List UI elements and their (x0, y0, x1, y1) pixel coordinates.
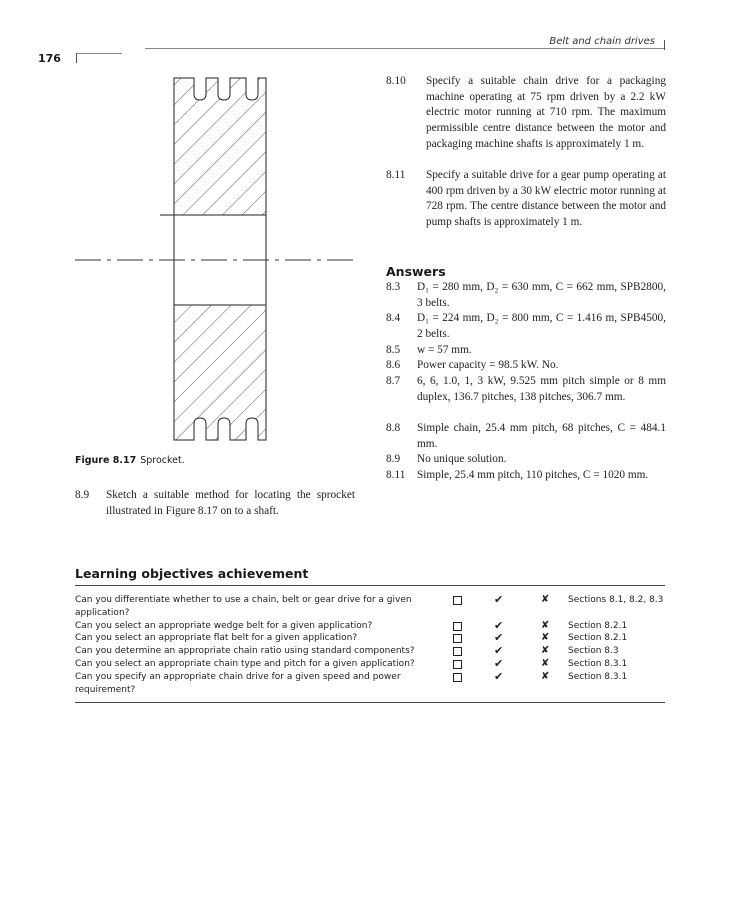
answer-number: 8.11 (386, 469, 406, 481)
answer-text: D₁ = 280 mm, D₂ = 630 mm, C = 662 mm, SPB2800, 3 belts. (417, 281, 666, 309)
header-rule (145, 48, 665, 49)
objective-section: Section 8.2.1 (568, 621, 628, 631)
answer-text: Simple, 25.4 mm pitch, 110 pitches, C = 1020 mm. (417, 469, 649, 481)
check-icon: ✔ (494, 593, 504, 606)
objective-section: Section 8.3 (568, 646, 619, 656)
page-number-rule-tick (76, 53, 77, 63)
sprocket-lower-section (174, 305, 266, 440)
cross-icon: ✘ (541, 594, 550, 605)
objective-question: Can you specify an appropriate chain drive for a given speed and power requirement? (75, 672, 401, 695)
exercise-number: 8.11 (386, 169, 406, 181)
objective-question: Can you select an appropriate wedge belt for a given application? (75, 621, 373, 631)
objective-question: Can you determine an appropriate chain ratio using standard components? (75, 646, 415, 656)
running-head: Belt and chain drives (549, 36, 655, 47)
objective-section: Section 8.3.1 (568, 659, 628, 669)
figure-label: Figure 8.17 (75, 455, 137, 466)
cross-icon: ✘ (541, 620, 550, 631)
answer-number: 8.6 (386, 359, 401, 371)
objective-question: Can you differentiate whether to use a chain, belt or gear drive for a given application? (75, 595, 412, 618)
answer-number: 8.8 (386, 422, 401, 434)
objective-section: Section 8.2.1 (568, 633, 628, 643)
cross-icon: ✘ (541, 658, 550, 669)
answer-number: 8.7 (386, 375, 401, 387)
objective-question: Can you select an appropriate flat belt for a given application? (75, 633, 358, 643)
answer-text: Simple chain, 25.4 mm pitch, 68 pitches, C = 484.1 mm. (417, 422, 666, 450)
answer-number: 8.9 (386, 453, 401, 465)
objective-checkbox[interactable] (453, 596, 462, 605)
answer-number: 8.5 (386, 344, 401, 356)
objective-checkbox[interactable] (453, 660, 462, 669)
page-number-rule (76, 53, 122, 54)
figure-caption-text: Sprocket. (140, 455, 185, 466)
sprocket-figure (70, 70, 360, 450)
check-icon: ✔ (494, 631, 504, 644)
answer-text: w = 57 mm. (417, 344, 472, 356)
objective-checkbox[interactable] (453, 673, 462, 682)
figure-caption (75, 455, 185, 466)
check-icon: ✔ (494, 657, 504, 670)
check-icon: ✔ (494, 619, 504, 632)
answer-text: Power capacity = 98.5 kW. No. (417, 359, 559, 371)
objective-checkbox[interactable] (453, 634, 462, 643)
learning-objectives-top-rule (75, 585, 665, 586)
header-rule-tick (664, 40, 665, 50)
learning-objectives-heading: Learning objectives achievement (75, 566, 309, 581)
cross-icon: ✘ (541, 645, 550, 656)
answers-heading: Answers (386, 264, 446, 279)
answer-text: D₁ = 224 mm, D₂ = 800 mm, C = 1.416 m, SPB4500, 2 belts. (417, 312, 666, 340)
exercise-text: Specify a suitable chain drive for a packaging machine operating at 75 rpm driven by a 2.2 kW electric motor running at 710 rpm. The maximum permissible centre distance between the motor and packaging machine shafts is approximately 1 m. (426, 75, 666, 150)
cross-icon: ✘ (541, 632, 550, 643)
objective-checkbox[interactable] (453, 647, 462, 656)
check-icon: ✔ (494, 644, 504, 657)
check-icon: ✔ (494, 670, 504, 683)
exercise-number: 8.9 (75, 489, 90, 501)
objective-section: Section 8.3.1 (568, 672, 628, 682)
objective-question: Can you select an appropriate chain type and pitch for a given application? (75, 659, 415, 669)
page-number: 176 (38, 52, 61, 65)
answer-text: 6, 6, 1.0, 1, 3 kW, 9.525 mm pitch simple or 8 mm duplex, 136.7 pitches, 138 pitches, 306.7 mm. (417, 375, 666, 403)
answer-number: 8.4 (386, 312, 401, 324)
exercise-text: Specify a suitable drive for a gear pump operating at 400 rpm driven by a 30 kW electric motor running at 728 rpm. The centre distance between the motor and pump shafts is approximately 1 m. (426, 169, 666, 229)
answer-number: 8.3 (386, 281, 401, 293)
answer-text: No unique solution. (417, 453, 507, 465)
exercise-number: 8.10 (386, 75, 406, 87)
learning-objectives-bottom-rule (75, 702, 665, 703)
sprocket-upper-section (174, 78, 266, 215)
objective-section: Sections 8.1, 8.2, 8.3 (568, 595, 664, 605)
cross-icon: ✘ (541, 671, 550, 682)
exercise-text: Sketch a suitable method for locating the sprocket illustrated in Figure 8.17 on to a shaft. (106, 489, 355, 517)
objective-checkbox[interactable] (453, 622, 462, 631)
